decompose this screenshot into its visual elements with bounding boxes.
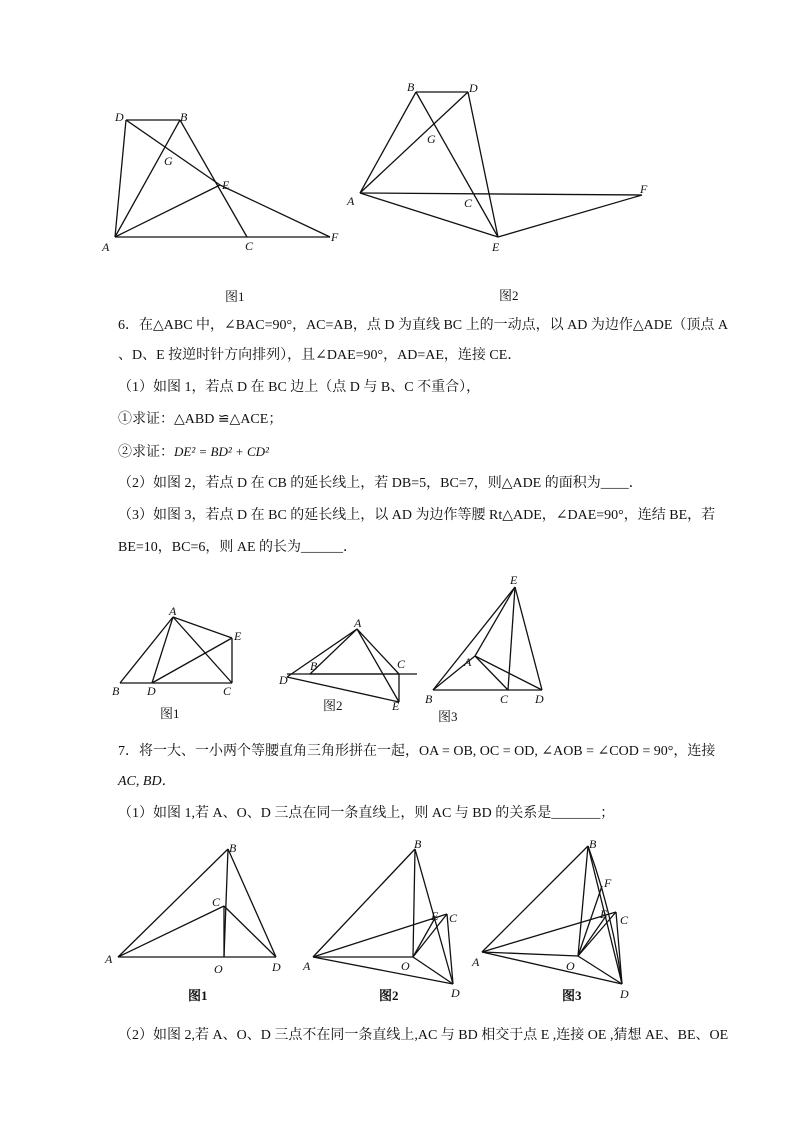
label-A: A [169,604,177,618]
label-B: B [407,80,415,94]
label-F: F [640,182,648,196]
label-C: C [223,684,232,698]
figure-caption: 图1 [160,706,180,721]
q6-line2: 、D、E 按逆时针方向排列），且∠DAE=90°，AD=AE，连接 CE． [118,348,522,363]
label-O: O [401,959,410,973]
label-A: A [464,655,472,669]
label-E: E [510,573,518,587]
label-D: D [469,81,478,95]
label-C: C [212,895,221,909]
label-G: G [427,132,436,146]
label-E: E [222,178,230,192]
label-C: C [620,913,629,927]
label-D: D [535,692,544,706]
label-B: B [180,110,188,124]
label-F: F [604,876,612,890]
label-A: A [354,616,362,630]
label-C: C [245,239,254,253]
q7-line2: AC, BD． [118,774,176,789]
label-A: A [303,959,311,973]
label-B: B [310,659,318,673]
q7-figure-2 [295,832,485,1007]
q6-part1b [118,442,269,463]
q6-part3b: BE=10，BC=6，则 AE 的长为______． [118,540,358,555]
q6-figure-3 [420,570,560,725]
label-D: D [115,110,124,124]
label-B: B [112,684,120,698]
label-A: A [102,240,110,254]
label-B: B [229,841,237,855]
label-B: B [589,837,597,851]
figure-caption: 图3 [438,709,458,724]
q7-part1: （1）如图 1,若 A、O、D 三点在同一条直线上，则 AC 与 BD 的关系是_______； [118,806,615,821]
label-C: C [449,911,458,925]
figure-caption: 图1 [188,988,208,1003]
label-C: C [397,657,406,671]
label-E: E [431,909,439,923]
label-A: A [105,952,113,966]
figure-caption: 图2 [323,698,343,713]
q6-part1: （1）如图 1，若点 D 在 BC 边上（点 D 与 B、C 不重合）， [118,380,481,395]
label-A: A [472,955,480,969]
label-C: C [464,196,473,210]
label-E: E [492,240,500,254]
top-figure-1 [95,105,345,305]
q6-figure-2 [275,612,425,722]
label-D: D [620,987,629,1001]
label-D: D [147,684,156,698]
label-D: D [451,986,460,1000]
q7-part2: （2）如图 2,若 A、O、D 三点不在同一条直线上,AC 与 BD 相交于点 E ,连接 OE ,猜想 AE、BE、OE [118,1028,729,1043]
label-B: B [425,692,433,706]
top-figure-2 [340,75,660,305]
q6-line1: 6．在△ABC 中，∠BAC=90°，AC=AB，点 D 为直线 BC 上的一动点，以 AD 为边作△ADE（顶点 A [118,318,729,333]
label-D: D [272,960,281,974]
label-A: A [347,194,355,208]
label-B: B [414,837,422,851]
label-E: E [392,699,400,713]
q7-figure-3 [470,832,660,1007]
figure-caption: 图2 [499,288,519,303]
q6-part2: （2）如图 2，若点 D 在 CB 的延长线上，若 DB=5，BC=7，则△ADE 的面积为____． [118,476,643,491]
label-G: G [164,154,173,168]
q6-part1a: ①求证：△ABD ≌△ACE； [118,412,283,427]
q6-formula: DE² = BD² + CD² [174,444,269,459]
figure-caption: 图2 [379,988,399,1003]
label-E: E [600,907,608,921]
q6-figure-1 [108,600,258,725]
q7-figure-1 [100,832,290,1007]
label-F: F [331,230,339,244]
label-C: C [500,692,509,706]
label-O: O [214,962,223,976]
figure-caption: 图3 [562,988,582,1003]
label-D: D [279,673,288,687]
q6-part1b-prefix: ②求证： [118,445,174,460]
q7-line1: 7．将一大、一小两个等腰直角三角形拼在一起，OA = OB, OC = OD, ∠AOB = ∠COD = 90°，连接 [118,744,716,759]
q6-part3a: （3）如图 3，若点 D 在 BC 的延长线上，以 AD 为边作等腰 Rt△ADE，∠DAE=90°，连结 BE，若 [118,508,716,523]
label-E: E [234,629,242,643]
label-O: O [566,959,575,973]
figure-caption: 图1 [225,289,245,304]
